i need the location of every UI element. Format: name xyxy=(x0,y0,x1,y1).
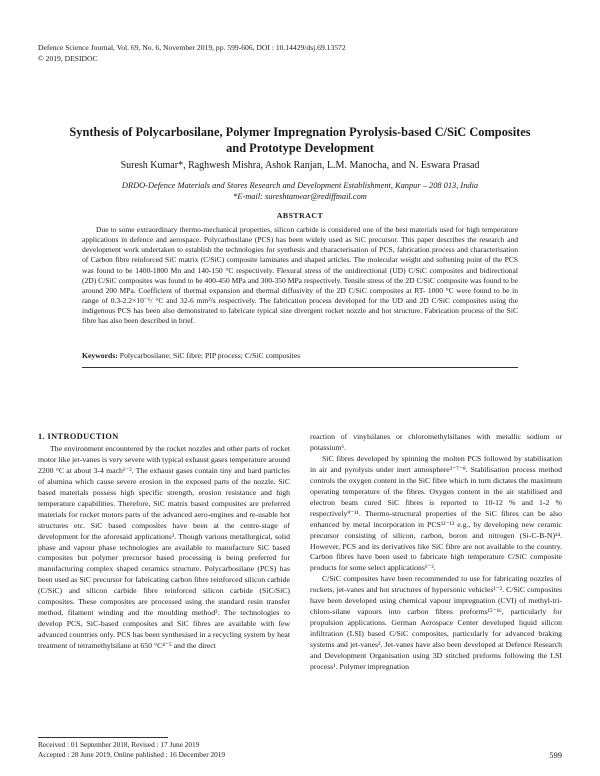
author-list: Suresh Kumar*, Raghwesh Mishra, Ashok Ranjan, L.M. Manocha, and N. Eswara Prasad xyxy=(120,160,480,171)
received-dates xyxy=(38,740,225,760)
paragraph: reaction of vinylsilanes or chloromethylsilanes with metallic sodium or potassium⁶. xyxy=(310,432,562,452)
affiliation-block xyxy=(60,180,540,202)
abstract-divider xyxy=(82,367,518,368)
paragraph: The environment encountered by the rocket nozzles and other parts of rocket motor like jet-vanes is very severe with typical exhaust gases temperature around 2200 °C at about 3-4 mach¹⁻². The exhaust gases contain tiny and hard particles of alumina which cause severe erosion in the exposed parts of the nozzle. SiC based materials possess high specific strength, erosion resistance and high temperature capabilities. Therefore, SiC matrix based composites are preferred materials for rocket motors parts of the advanced aero-engines and re-usable hot structures etc. SiC based composites have been at the centre-stage of development for the aforesaid applications³. Though various metallurgical, solid phase and vapour phase technologies are available to manufacture SiC based composites but polymer precursor based processing is being preferred for manufacturing complex shaped ceramics structure. Polycarbosilane (PCS) has been used as SiC precursor for fabricating carbon fibre reinforced silicon carbide (C/SiC) and silicon carbide fibre reinforced silicon carbide (SiC/SiC) composites. These composites are processed using the standard resin transfer method, filament winding and the moulding method³. The technologies to develop PCS, SiC-based composites and SiC fibres are available with few advanced countries only. PCS has been synthesised in a recycling system by heat treatment of tetramethylsilane at 650 °C⁴⁻⁵ and the direct xyxy=(38,443,291,651)
keywords-label: Keywords: xyxy=(82,351,118,360)
affiliation: DRDO-Defence Materials and Stores Research and Development Establishment, Kanpur – 208 013, India xyxy=(121,181,479,190)
journal-citation: Defence Science Journal, Vol. 69, No. 6, November 2019, pp. 599-606, DOI : 10.14429/dsj.69.13572 xyxy=(38,43,346,52)
accepted-line: Accepted : 28 June 2019, Online published : 16 December 2019 xyxy=(38,750,226,759)
corresponding-email: *E-mail: sureshtanwar@rediffmail.com xyxy=(233,192,367,201)
keywords xyxy=(82,351,518,360)
keywords-text: Polycarbosilane; SiC fibre; PIP process; C/SiC composites xyxy=(117,351,301,360)
right-column xyxy=(310,432,562,673)
paragraph: C/SiC composites have been recommended to use for fabricating nozzles of rockets, jet-vanes and hot structures of hypersonic vehicles¹⁻². C/SiC composites have been developed using chemical vapour impregnation (CVI) of methyl-tri-chloro-silane vapours into carbon fibres preforms¹⁵⁻¹⁶, particularly for propulsion applications. German Aerospace Center developed liquid silicon infiltration (LSI) based C/SiC composites, particularly for advanced braking systems and jet-vanes². Jet-vanes have also been developed at Defence Research and Development Organisation using 3D stitched preforms following the LSI process¹. Polymer impregnation xyxy=(310,574,562,672)
journal-copyright: © 2019, DESIDOC xyxy=(38,53,98,63)
footnote-divider xyxy=(38,737,168,738)
journal-header xyxy=(38,43,346,64)
paper-title: Synthesis of Polycarbosilane, Polymer Impregnation Pyrolysis-based C/SiC Composites and Prototype Development xyxy=(69,125,531,155)
paragraph: SiC fibres developed by spinning the molten PCS followed by stabilisation in air and pyrolysis under inert atmosphere³⁻⁷⁻⁸. Stabilisation process method controls the oxygen content in the SiC fibre which in turn dictates the maximum operating temperature of the fibres. Oxygen content in the air stabilised and electron beam cured SiC fibres is reported to 10-12 % and 1-2 % respectively⁹⁻¹¹. Thermo-structural properties of the SiC fibres can be also enhanced by metal incorporation in PCS¹²⁻¹³ e.g., by developing new ceramic precursor consisting of silicon, carbon, boron and nitrogen (Si-C-B-N)¹⁴. However, PCS and its derivatives like SiC fibre are not available to the country. Carbon fibres have been used to fabricate high temperature C/SiC composite products for some select applications¹⁻². xyxy=(310,453,562,573)
page-number: 599 xyxy=(549,750,562,760)
section-heading: 1. INTRODUCTION xyxy=(38,432,119,441)
abstract-heading: ABSTRACT xyxy=(276,211,324,220)
abstract-text: Due to some extraordinary thermo-mechanical properties, silicon carbide is considered one of the best materials used for high temperature applications in defence and aerospace. Polycarbosilane (PCS) has been widely used as SiC precursor. This paper describes the research and development work undertaken to establish the technologies for synthesis and characterisation of PCS, fabrication process and characterisation of Carbon fibre reinforced SiC matrix (C/SiC) composite laminates and shaped articles. The molecular weight and softening point of the PCS was found to be 1400-1800 Mn and 140-150 °C respectively. Flexural stress of the unidirectional (UD) C/SiC composites and bidirectional (2D) C/SiC composites was found to be 400-450 MPa and 300-350 MPa respectively. Tensile stress of the 2D C/SiC composite was found to be around 200 MPa. Coefficient of thermal expansion and thermal diffusivity of the 2D C/SiC composites at RT- 1000 °C were found to be in range of 0.3-2.2×10⁻⁶/ °C and 32-6 mm²/s respectively. The fabrication process developed for the UD and 2D C/SiC composites using the indigenous PCS has been also demonstrated to fabricate typical size divergent rocket nozzle and hot structure. Fabrication process of the SiC fibre has also been described in brief. xyxy=(82,225,518,326)
received-line: Received : 01 September 2018, Revised : 17 June 2019 xyxy=(38,740,200,749)
left-column xyxy=(38,432,290,652)
